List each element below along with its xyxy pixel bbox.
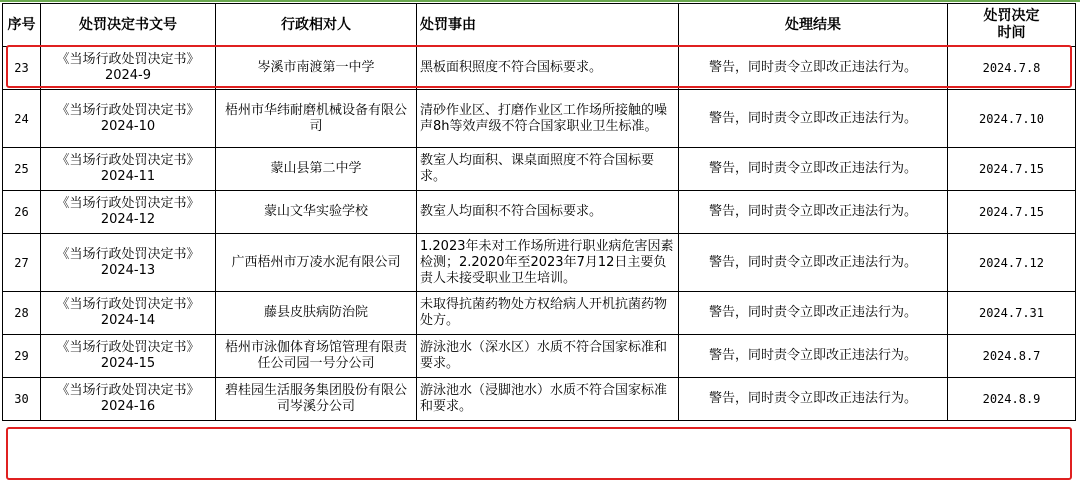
cell-party: 广西梧州市万凌水泥有限公司	[216, 234, 417, 292]
doc-title: 《当场行政处罚决定书》	[56, 196, 200, 211]
penalty-table	[2, 3, 1076, 421]
cell-date: 2024.8.9	[948, 378, 1076, 421]
doc-title: 《当场行政处罚决定书》	[56, 102, 200, 118]
doc-code: 2024-9	[104, 68, 152, 83]
header-party: 行政相对人	[216, 4, 417, 47]
header-reason: 处罚事由	[417, 4, 679, 47]
doc-code: 2024-16	[100, 399, 156, 414]
cell-doc-no	[41, 378, 216, 421]
doc-code: 2024-12	[100, 212, 156, 227]
cell-no: 30	[3, 378, 41, 421]
table-row	[3, 90, 1076, 148]
cell-doc-no	[41, 234, 216, 292]
doc-title: 《当场行政处罚决定书》	[56, 246, 200, 262]
cell-party: 藤县皮肤病防治院	[216, 292, 417, 335]
doc-title: 《当场行政处罚决定书》	[56, 297, 200, 312]
cell-reason: 教室人均面积、课桌面照度不符合国标要求。	[417, 148, 679, 191]
cell-party: 蒙山县第二中学	[216, 148, 417, 191]
cell-doc-no	[41, 90, 216, 148]
table-row	[3, 148, 1076, 191]
cell-date: 2024.7.15	[948, 191, 1076, 234]
doc-title: 《当场行政处罚决定书》	[56, 383, 200, 398]
cell-doc-no	[41, 148, 216, 191]
doc-code: 2024-15	[100, 356, 156, 371]
cell-date: 2024.7.12	[948, 234, 1076, 292]
header-date-line2: 时间	[997, 25, 1026, 41]
table-row	[3, 234, 1076, 292]
cell-no: 24	[3, 90, 41, 148]
cell-reason: 未取得抗菌药物处方权给病人开机抗菌药物处方。	[417, 292, 679, 335]
doc-code: 2024-14	[100, 313, 156, 328]
cell-doc-no	[41, 292, 216, 335]
doc-code: 2024-13	[100, 262, 156, 278]
header-date-line1: 处罚决定	[983, 8, 1040, 24]
cell-party: 蒙山文华实验学校	[216, 191, 417, 234]
cell-date: 2024.7.10	[948, 90, 1076, 148]
cell-party: 岑溪市南渡第一中学	[216, 47, 417, 90]
cell-date: 2024.8.7	[948, 335, 1076, 378]
table-row	[3, 378, 1076, 421]
cell-no: 27	[3, 234, 41, 292]
cell-reason: 教室人均面积不符合国标要求。	[417, 191, 679, 234]
cell-reason: 1.2023年未对工作场所进行职业病危害因素检测；2.2020年至2023年7月12日主要负责人未接受职业卫生培训。	[417, 234, 679, 292]
table-row	[3, 335, 1076, 378]
header-result: 处理结果	[679, 4, 948, 47]
doc-code: 2024-11	[100, 169, 156, 184]
header-date	[948, 4, 1076, 47]
doc-title: 《当场行政处罚决定书》	[56, 52, 200, 67]
cell-result: 警告，同时责令立即改正违法行为。	[679, 47, 948, 90]
cell-result: 警告，同时责令立即改正违法行为。	[679, 335, 948, 378]
cell-no: 23	[3, 47, 41, 90]
cell-result: 警告，同时责令立即改正违法行为。	[679, 378, 948, 421]
highlight-box-row-30	[6, 427, 1072, 480]
cell-reason: 游泳池水（浸脚池水）水质不符合国家标准和要求。	[417, 378, 679, 421]
cell-result: 警告，同时责令立即改正违法行为。	[679, 148, 948, 191]
cell-result: 警告，同时责令立即改正违法行为。	[679, 191, 948, 234]
header-row	[3, 4, 1076, 47]
cell-no: 29	[3, 335, 41, 378]
doc-title: 《当场行政处罚决定书》	[56, 153, 200, 168]
cell-party: 梧州市泳伽体育场馆管理有限责任公司园一号分公司	[216, 335, 417, 378]
cell-no: 25	[3, 148, 41, 191]
table-row	[3, 292, 1076, 335]
cell-no: 26	[3, 191, 41, 234]
cell-reason: 清砂作业区、打磨作业区工作场所接触的噪声8h等效声级不符合国家职业卫生标准。	[417, 90, 679, 148]
cell-result: 警告，同时责令立即改正违法行为。	[679, 90, 948, 148]
cell-date: 2024.7.8	[948, 47, 1076, 90]
cell-no: 28	[3, 292, 41, 335]
table-row	[3, 47, 1076, 90]
cell-party: 碧桂园生活服务集团股份有限公司岑溪分公司	[216, 378, 417, 421]
cell-reason: 黑板面积照度不符合国标要求。	[417, 47, 679, 90]
header-no: 序号	[3, 4, 41, 47]
cell-doc-no	[41, 191, 216, 234]
table-row	[3, 191, 1076, 234]
cell-result: 警告，同时责令立即改正违法行为。	[679, 292, 948, 335]
cell-date: 2024.7.15	[948, 148, 1076, 191]
doc-code: 2024-10	[100, 118, 156, 134]
doc-title: 《当场行政处罚决定书》	[56, 340, 200, 355]
cell-party: 梧州市华纬耐磨机械设备有限公司	[216, 90, 417, 148]
top-border-line	[0, 0, 1080, 2]
header-doc-no: 处罚决定书文号	[41, 4, 216, 47]
cell-result: 警告，同时责令立即改正违法行为。	[679, 234, 948, 292]
cell-date: 2024.7.31	[948, 292, 1076, 335]
cell-doc-no	[41, 335, 216, 378]
cell-doc-no	[41, 47, 216, 90]
cell-reason: 游泳池水（深水区）水质不符合国家标准和要求。	[417, 335, 679, 378]
